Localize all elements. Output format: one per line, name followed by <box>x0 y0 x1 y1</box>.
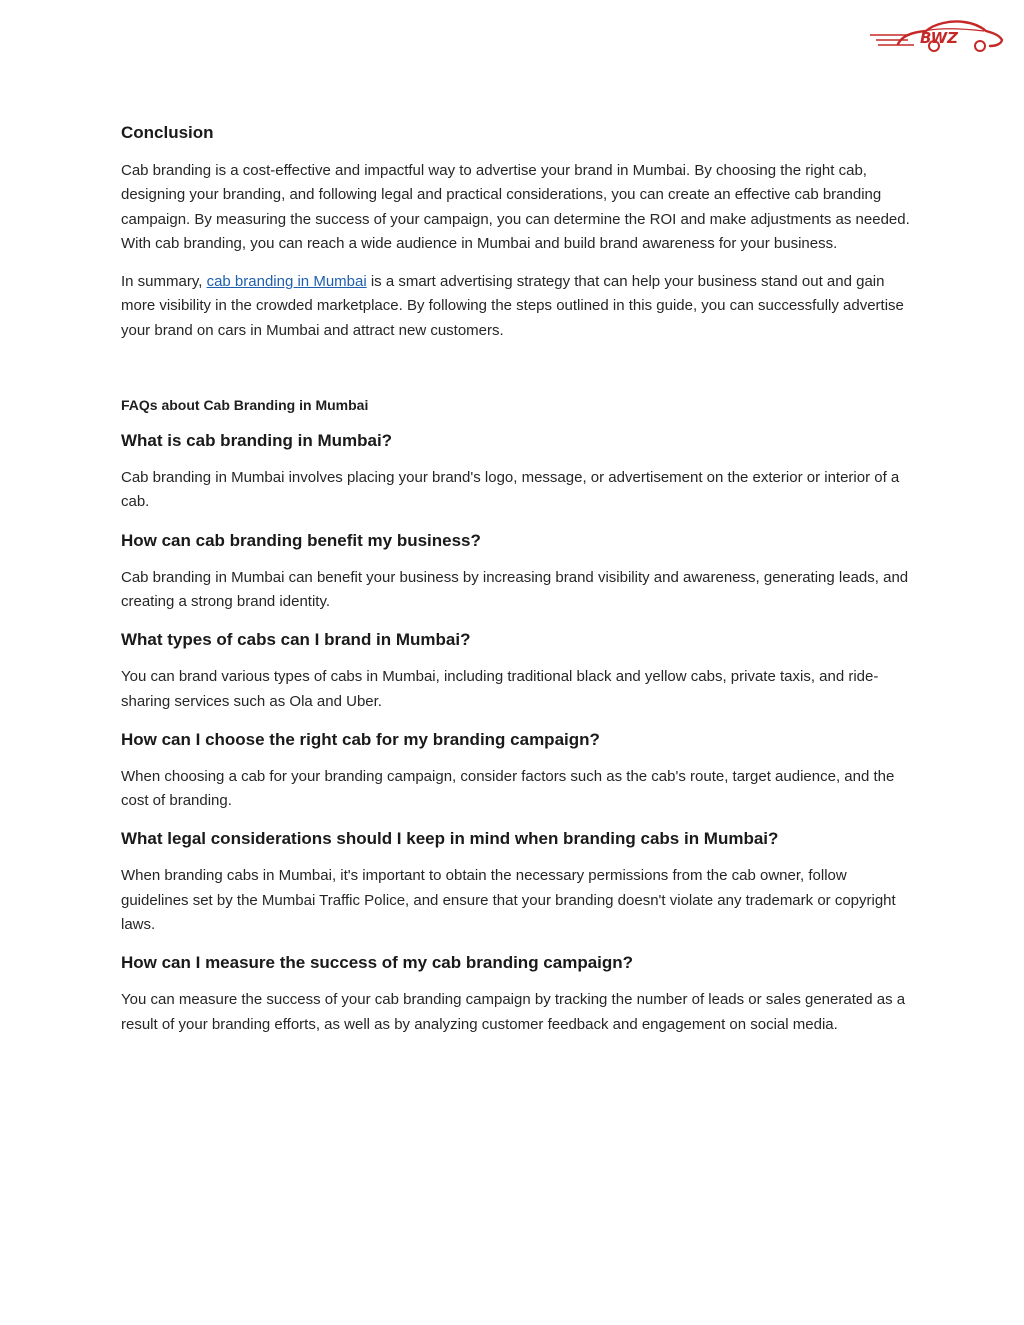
faq-answer-6: You can measure the success of your cab branding campaign by tracking the number of leads or sales generated as a result of your branding efforts, as well as by analyzing customer feedback and engagement on social media. <box>121 991 906 1033</box>
faq-question-5: What legal considerations should I keep in mind when branding cabs in Mumbai? <box>121 829 779 849</box>
summary-tail-text: is a smart advertising strategy that can help your business stand out and gain more visibility in the crowded marketplace. By following the steps outlined in this guide, you can successfully advertise your brand on cars in Mumbai and attract new customers. <box>121 273 904 339</box>
cab-branding-link[interactable]: cab branding in Mumbai <box>206 273 367 291</box>
conclusion-heading: Conclusion <box>121 123 214 142</box>
summary-lead-text: In summary, <box>121 273 207 291</box>
faq-question-4: How can I choose the right cab for my branding campaign? <box>121 729 600 749</box>
bwz-logo <box>868 14 1004 54</box>
faq-section-title: FAQs about Cab Branding in Mumbai <box>121 397 369 414</box>
conclusion-paragraph-2 <box>121 270 911 343</box>
conclusion-paragraph-1: Cab branding is a cost-effective and impactful way to advertise your brand in Mumbai. By choosing the right cab, designing your branding, and following legal and practical considerations, you can create an effective cab branding campaign. By measuring the success of your campaign, you can determine the ROI and make adjustments as needed. With cab branding, you can reach a wide audience in Mumbai and build brand awareness for your business. <box>121 162 910 252</box>
car-logo-icon <box>868 14 1004 54</box>
faq-question-1: What is cab branding in Mumbai? <box>121 431 393 451</box>
logo-text: BWZ <box>920 29 959 47</box>
document-body <box>121 121 911 1037</box>
faq-answer-3: You can brand various types of cabs in Mumbai, including traditional black and yellow cabs, private taxis, and ride-sharing services such as Ola and Uber. <box>121 668 879 710</box>
faq-answer-2: Cab branding in Mumbai can benefit your business by increasing brand visibility and awareness, generating leads, and creating a strong brand identity. <box>121 568 909 610</box>
faq-question-3: What types of cabs can I brand in Mumbai? <box>121 630 471 650</box>
faq-question-6: How can I measure the success of my cab branding campaign? <box>121 953 634 973</box>
faq-answer-5: When branding cabs in Mumbai, it's important to obtain the necessary permissions from the cab owner, follow guidelines set by the Mumbai Traffic Police, and ensure that your branding doesn't violate any trademark or copyright laws. <box>121 867 896 934</box>
faq-answer-1: Cab branding in Mumbai involves placing your brand's logo, message, or advertisement on the exterior or interior of a cab. <box>121 469 900 511</box>
faq-answer-4: When choosing a cab for your branding campaign, consider factors such as the cab's route, target audience, and the cost of branding. <box>121 767 895 810</box>
faq-question-2: How can cab branding benefit my business? <box>121 530 481 550</box>
